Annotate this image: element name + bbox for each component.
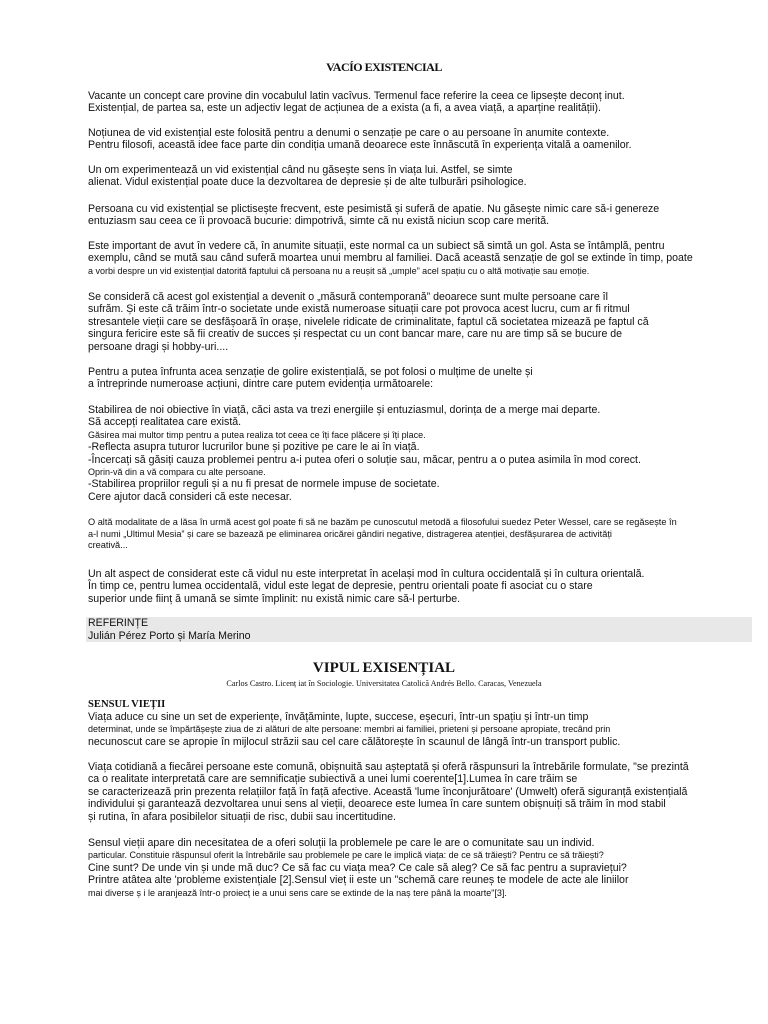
paragraph-life [88,711,728,748]
text-line: singura fericire este să fii creativ de succes și respectat cu un cont bancar mare, care nu are timp să se bucure de [88,328,623,341]
text-line: a vorbi despre un vid existențial datorită faptului că persoana nu a reușit să „umple” acel spațiu cu o altă motivație sau emoție. [88,265,590,276]
text-line: Viața cotidiană a fiecărei persoane este comună, obișnuită sau așteptată și oferă răspunsuri la întrebările formulate, "se prezintă [88,761,689,773]
paragraph-list [88,404,728,503]
text-line: O altă modalitate de a lăsa în urmă acest gol poate fi să ne bazăm pe cunoscutul metodă a filosofului suedez Peter Wessel, care se regăsește în [88,517,677,527]
text-line: a întreprinde numeroase acțiuni, dintre care putem evidenția următoarele: [88,378,434,391]
list-item: -Încercați să găsiți cauza problemei pentru a-i putea oferi o soluție sau, măcar, pentru a o putea asimila în mod corect. [88,453,641,466]
text-line: stresantele vieții care se desfășoară în orașe, nivelele ridicate de criminalitate, faptul că societatea mizează pe faptul că [88,315,649,328]
text-line: individului și garantează dezvoltarea unui sens al vieții, deoarece este lumea în care suntem obișnuiți să trăim în mod stabil [88,798,666,811]
text-line: determinat, unde se împărtășește ziua de zi alături de alte persoane: membri ai familiei, prieteni și persoane apropiate, trecând prin [88,724,611,735]
second-document-byline: Carlos Castro. Licenț iat în Sociologie. Universitatea Catolică Andrés Bello. Caracas, Venezuela [226,679,542,688]
text-line: persoane dragi și hobby-uri.... [88,340,229,353]
text-line: exemplu, când se mută sau când suferă moartea unui membru al familiei. Dacă această senzație de gol se extinde în timp, poate [88,252,693,265]
paragraph-person [88,203,728,228]
text-line: creativă... [88,540,128,551]
text-line: Pentru a putea înfrunta acea senzație de golire existențială, se pot folosi o mulțime de unelte și [88,366,533,378]
text-line: Pentru filosofi, această idee face parte din condiția umană deoarece este înnăscută în experiența vitală a oamenilor. [88,139,632,152]
paragraph-culture [88,568,728,605]
list-item: -Reflecta asupra tuturor lucrurilor bune și pozitive pe care le ai în viață. [88,441,420,454]
text-line: și rutina, în afara posibilelor situații de risc, dubii sau incertitudine. [88,810,396,823]
text-line: entuziasm sau ceea ce îi provoacă bucurie: dimpotrivă, simte că nu există niciun scop care merită. [88,215,550,228]
paragraph-definition [88,90,728,115]
text-line: Un om experimentează un vid existențial când nu găsește sens în viața lui. Astfel, se simte [88,164,513,176]
section-heading: SENSUL VIEȚII [88,699,166,710]
text-line: Se consideră că acest gol existențial a devenit o „măsură contemporană” deoarece sunt multe persoane care îl [88,291,608,303]
document-title: VACÍO EXISTENCIAL [326,60,442,74]
references-heading: REFERINȚE [88,617,149,629]
text-line: necunoscut care se apropie în mijlocul străzii sau cel care călătorește în scaunul de lângă într-un transport public. [88,735,621,748]
paragraph-daily-life [88,761,728,823]
text-line: Existențial, de partea sa, este un adjectiv legat de acțiunea de a exista (a fi, a avea viață, a aparține realității). [88,102,601,115]
text-line: Noțiunea de vid existențial este folosită pentru a denumi o senzație pe care o au persoane în anumite contexte. [88,127,610,139]
text-line: superior unde ființ ă umană se simte împlinit: nu există nimic care să-l perturbe. [88,592,461,605]
paragraph-important [88,240,728,277]
text-line: Cine sunt? De unde vin și unde mă duc? Ce să fac cu viața mea? Ce cale să aleg? Ce să fac pentru a supraviețui? [88,861,627,874]
text-line: sufrăm. Și este că trăim într-o societate unde există numeroase situații care pot provoca acest lucru, cum ar fi ritmul [88,303,630,316]
second-document-title: VIPUL EXISENȚIAL [312,660,456,676]
list-item: Stabilirea de noi obiective în viață, căci asta va trezi energiile și entuziasmul, dorința de a merge mai departe. [88,404,601,416]
references-box [86,617,752,642]
paragraph-tools [88,366,728,391]
text-line: În timp ce, pentru lumea occidentală, vidul este legat de depresie, pentru orientali poate fi asociat cu o stare [88,580,593,593]
list-item: Cere ajutor dacă consideri că este necesar. [88,490,292,503]
paragraph-notion [88,127,728,152]
text-line: Viața aduce cu sine un set de experiențe, învățăminte, lupte, succese, eșecuri, într-un spațiu și într-un timp [88,711,589,723]
list-item: Să accepți realitatea care există. [88,416,242,429]
paragraph-meaning [88,837,728,899]
text-line: a-l numi „Ultimul Mesia” și care se bazează pe eliminarea oricărei gândiri negative, distragerea atenției, desfășurarea de activități [88,528,612,539]
list-item: Oprin-vă din a vă compara cu alte persoane. [88,467,266,478]
text-line: Un alt aspect de considerat este că vidul nu este interpretat în același mod în cultura occidentală și în cultura orientală. [88,568,645,580]
text-line: Printre atâtea alte 'probleme existențiale [2].Sensul vieț ii este un "schemă care reuneș te modele de acte ale liniilor [88,874,629,887]
list-item: Găsirea mai multor timp pentru a putea realiza tot ceea ce îți face plăcere și îți place. [88,429,426,440]
paragraph-experience [88,164,728,189]
text-line: Persoana cu vid existențial se plictisește frecvent, este pesimistă și suferă de apatie. Nu găsește nimic care să-i genereze [88,203,660,215]
list-item: -Stabilirea propriilor reguli și a nu fi presat de normele impuse de societate. [88,478,440,491]
text-line: mai diverse ș i le aranjează într-o proiecț ie a unui sens care se extinde de la naș tere până la moarte"[3]. [88,887,507,898]
paragraph-contemporary [88,291,728,353]
paragraph-wessel [88,517,728,552]
text-line: ca o realitate interpretată care are semnificație subiectivă a unei lumi coerente[1].Lumea în care trăim se [88,773,578,786]
references-authors: Julián Pérez Porto și María Merino [88,629,251,642]
text-line: Este important de avut în vedere că, în anumite situații, este normal ca un subiect să simtă un gol. Asta se întâmplă, pentru [88,240,665,252]
text-line: alienat. Vidul existențial poate duce la dezvoltarea de depresie și de alte tulburări psihologice. [88,176,527,189]
text-line: se caracterizează prin prezenta relațiilor față în față afective. Această 'lume înconjurătoare' (Umwelt) oferă siguranță existențială [88,785,688,798]
text-line: Vacante un concept care provine din vocabulul latin vacîvus. Termenul face referire la ceea ce lipsește deconț inut. [88,90,625,102]
text-line: Sensul vieții apare din necesitatea de a oferi soluții la problemele pe care le are o comunitate sau un individ. [88,837,595,849]
text-line: particular. Constituie răspunsul oferit la întrebările sau problemele pe care le implică viața: de ce să trăiești? Pentru ce să trăiești? [88,850,604,861]
